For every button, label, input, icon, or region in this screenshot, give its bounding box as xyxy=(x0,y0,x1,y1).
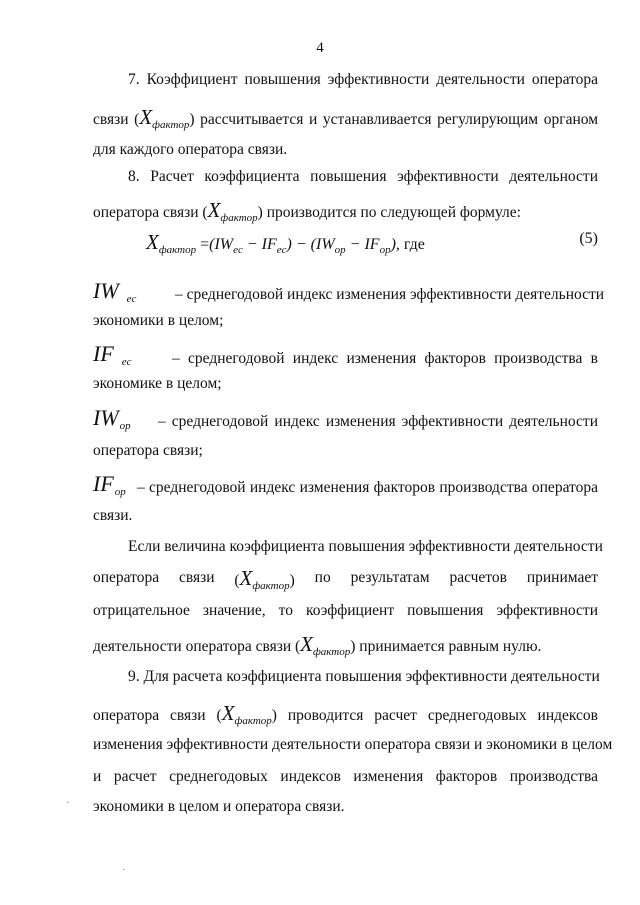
neg-line-4 xyxy=(93,634,598,658)
op-subscript: op xyxy=(119,420,131,432)
def-if-op-line-1: – среднегодовой индекс изменения факторов производства оператора xyxy=(137,479,598,496)
x-symbol: X xyxy=(207,198,221,222)
factor-subscript: фактор xyxy=(234,715,272,727)
x-symbol: X xyxy=(139,105,153,129)
p9-line-1: 9. Для расчета коэффициента повышения эффективности деятельности xyxy=(128,668,600,685)
factor-subscript: фактор xyxy=(220,212,258,224)
x-symbol: X xyxy=(300,632,313,656)
iw-symbol: IW xyxy=(93,278,119,303)
def-iw-op-symbol xyxy=(93,405,131,431)
p8-line-1: 8. Расчет коэффициента повышения эффективности деятельности xyxy=(128,168,598,185)
p7-line-1: 7. Коэффициент повышения эффективности деятельности оператора xyxy=(128,71,598,88)
if-symbol: IF xyxy=(93,471,114,496)
def-iw-ec-line-1: – среднегодовой индекс изменения эффективности деятельности xyxy=(175,286,605,303)
p9-line-4: и расчет среднегодовых индексов изменения факторов производства xyxy=(93,768,598,785)
neg-line-4-pre: деятельности оператора связи ( xyxy=(93,638,301,655)
def-if-op-line-2: связи. xyxy=(93,507,133,524)
p8-line-2 xyxy=(93,200,598,224)
neg-word-po: по xyxy=(314,569,331,586)
p8-line-2-post: ) производится по следующей формуле: xyxy=(257,204,521,221)
formula-sub-ec-1: ec xyxy=(233,244,243,256)
formula-where: где xyxy=(403,236,425,253)
scan-speck: · xyxy=(66,798,70,809)
p9-line-2 xyxy=(93,703,598,727)
formula-number: (5) xyxy=(579,230,598,247)
p7-line-2-pre: связи ( xyxy=(93,111,140,128)
neg-word-rezultatam: результатам xyxy=(350,569,430,586)
neg-word-operator: оператора xyxy=(93,569,160,586)
scan-speck: ˙ xyxy=(122,868,126,879)
neg-word-raschetov: расчетов xyxy=(449,569,507,586)
formula-part1: (IW xyxy=(209,236,234,253)
p9-line-3: изменения эффективности деятельности оператора связи и экономики в целом xyxy=(93,736,613,753)
op-subscript: op xyxy=(114,486,126,498)
neg-line-4-post: ) принимается равным нулю. xyxy=(350,638,542,655)
formula-part2: ) − (IW xyxy=(286,236,335,253)
p7-line-2 xyxy=(93,107,598,131)
neg-line-1: Если величина коэффициента повышения эффективности деятельности xyxy=(128,538,603,555)
def-if-ec-line-1: – среднегодовой индекс изменения факторов производства в xyxy=(172,350,598,367)
neg-word-svyazi: связи xyxy=(178,569,215,586)
def-iw-ec-symbol xyxy=(93,278,136,304)
def-iw-ec-line-2: экономики в целом; xyxy=(93,312,224,329)
def-iw-op-line-1: – среднегодовой индекс изменения эффективности деятельности xyxy=(158,413,598,430)
formula-close: ), xyxy=(390,236,400,253)
p7-line-3: для каждого оператора связи. xyxy=(93,141,288,158)
p9-line-5: экономики в целом и оператора связи. xyxy=(93,798,345,815)
def-iw-op-line-2: оператора связи; xyxy=(93,442,203,459)
p8-line-2-pre: оператора связи ( xyxy=(93,204,208,221)
formula-x: X xyxy=(146,230,159,254)
formula-minus2: − IF xyxy=(345,236,380,253)
ec-subscript: ec xyxy=(121,356,132,368)
formula-sub-ec-2: ec xyxy=(276,244,287,256)
def-if-ec-symbol xyxy=(93,341,132,367)
x-symbol: X xyxy=(221,701,235,725)
x-symbol: X xyxy=(239,566,253,590)
formula-sub-op-2: op xyxy=(379,244,391,256)
factor-subscript: фактор xyxy=(313,646,351,658)
formula-eq: = xyxy=(200,236,210,253)
def-if-ec-line-2: экономике в целом; xyxy=(93,375,222,392)
p9-line-2-post: ) проводится расчет среднегодовых индексов xyxy=(271,707,599,724)
formula-minus1: − IF xyxy=(242,236,277,253)
neg-line-3: отрицательное значение, то коэффициент повышения эффективности xyxy=(93,602,598,619)
formula-5 xyxy=(146,230,598,255)
if-symbol: IF xyxy=(93,341,114,366)
def-if-op-symbol xyxy=(93,471,126,497)
page-number: 4 xyxy=(316,40,324,56)
iw-symbol: IW xyxy=(93,405,119,430)
ec-subscript: ec xyxy=(126,293,137,305)
neg-word-prinimaet: принимает xyxy=(526,569,598,586)
neg-line-2 xyxy=(93,568,598,592)
formula-factor-sub: фактор xyxy=(158,244,197,256)
factor-subscript: фактор xyxy=(152,119,190,131)
neg-x-factor: $(X_{фактор})$ xyxy=(234,566,295,592)
factor-subscript: фактор xyxy=(252,580,290,592)
p9-line-2-pre: оператора связи ( xyxy=(93,707,222,724)
formula-sub-op-1: op xyxy=(334,244,346,256)
p7-line-2-post: ) рассчитывается и устанавливается регулирующим органом xyxy=(189,111,599,128)
